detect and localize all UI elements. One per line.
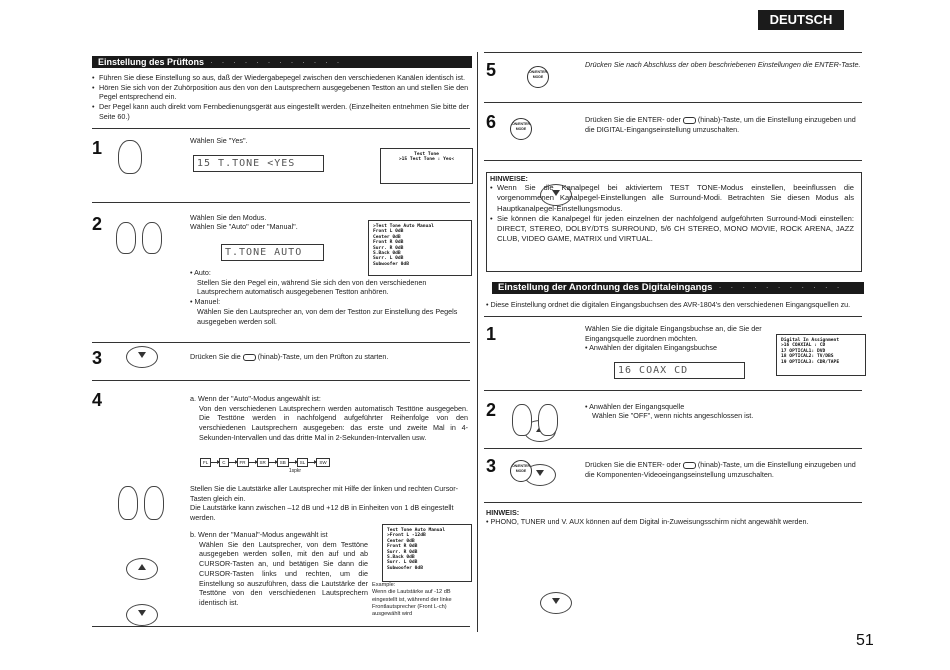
note-item: • Wenn Sie die Kanalpegel bei aktiviertem TEST TONE-Modus einstellen, beeinflussen die vorgenommenen Kanalpegel-Einstellungen alle Surround-Modi. Betrachten Sie diesen Modus als Hauptkanalpegel-Einstellungsmodus. — [490, 183, 854, 214]
divider — [484, 390, 862, 391]
step4a-block — [190, 394, 468, 443]
osd-line: >15 Test Tone : Yes< — [398, 157, 455, 163]
step-number: 3 — [486, 456, 497, 476]
hand-knob-icon — [512, 404, 532, 436]
speaker-sequence — [200, 458, 390, 475]
step-text: Wählen Sie den Modus. — [190, 213, 267, 222]
divider — [92, 380, 470, 381]
speaker-box: FR — [237, 458, 249, 467]
osd-title: Digital In Assignment — [781, 338, 840, 343]
notes-title: HINWEISE: — [490, 174, 528, 183]
osd-line: >Front L -12dB — [387, 533, 426, 539]
osd-line: Subwoofer 0dB — [373, 261, 409, 267]
step4b-block — [190, 530, 368, 608]
note-item: • Sie können die Kanalpegel für jeden einzelnen der nachfolgend aufgeführten Surround-Modi einstellen: DIRECT, STEREO, DOLBY/DTS SURROUND, 5/6 CH STEREO, MONO MOVIE, ROCK ARENA, JAZZ CLUB, VIDEO GAME, MATRIX und VIRTUAL. — [490, 214, 854, 245]
lcd-display: T.TONE AUTO — [221, 244, 324, 261]
bullet-manual: • Manuel: — [190, 297, 221, 307]
osd-line: Surr. L 0dB — [373, 256, 404, 262]
language-tab: DEUTSCH — [758, 10, 844, 30]
step-number: 1 — [92, 138, 103, 158]
step-text: Wählen Sie die digitale Eingangsbuchse an, die Sie der Eingangsquelle zuordnen möchten. — [585, 324, 762, 343]
step-number: 1 — [486, 324, 497, 344]
enter-button-icon: ON/ENTER MODE — [510, 460, 532, 482]
hand-knob-icon — [142, 222, 162, 254]
section-title-digital-input: Einstellung der Anordnung des Digitaleingangs · · · · · · · · · · · — [492, 282, 864, 294]
cursor-up-icon — [126, 558, 158, 580]
osd-line: >16 COAXIAL : CD — [781, 343, 826, 349]
intro-bullet: • Der Pegel kann auch direkt vom Fernbedienungsgerät aus eingestellt werden. (Einzelheiten entnehmen Sie bitte der Seite 60.) — [92, 102, 470, 121]
divider — [484, 102, 862, 103]
divider — [484, 448, 862, 449]
step-bullet: • Anwählen der Eingangsquelle — [585, 402, 685, 411]
section-title-test-tone: Einstellung des Prüftons · · · · · · · · · · · · — [92, 56, 472, 68]
page-number: 51 — [856, 632, 874, 649]
example-caption — [372, 582, 472, 618]
step4b-label: b. Wenn der "Manual"-Modus angewählt ist — [190, 530, 328, 539]
osd-line: S.Back 0dB — [373, 251, 401, 257]
notes-list — [490, 183, 854, 245]
speaker-box: SW — [316, 458, 329, 467]
osd-line: >Test Tone Auto Manual — [373, 224, 434, 229]
osd-line: Center 0dB — [387, 538, 415, 544]
osd-screen — [776, 334, 866, 376]
step4a-label: a. Wenn der "Auto"-Modus angewählt ist: — [190, 394, 321, 403]
section-intro: • Diese Einstellung ordnet die digitalen Eingangsbuchsen des AVR-1804's den verschiedenen Eingangsquellen zu. — [486, 300, 851, 309]
example-text: Wenn die Lautstärke auf -12 dB eingestellt ist, während der linke Frontlautsprecher (Front L-ch) ausgewählt wird — [372, 589, 452, 618]
hand-knob-icon — [144, 486, 164, 520]
step-number: 4 — [92, 390, 103, 410]
step-number: 3 — [92, 348, 103, 368]
step-text: Wählen Sie "Yes". — [190, 136, 248, 145]
speaker-box: SL — [297, 458, 309, 467]
step-text: Drücken Sie die (hinab)-Taste, um den Prüfton zu starten. — [190, 352, 389, 361]
divider — [92, 128, 470, 129]
osd-title: Test Tone — [414, 152, 439, 157]
divider — [92, 202, 470, 203]
step-text: Drücken Sie die ENTER- oder (hinab)-Taste, um die Einstellung einzugeben und die DIGITAL-Eingangseinstellung umzuschalten. — [585, 115, 856, 134]
down-button-icon — [243, 354, 256, 361]
cursor-down-icon — [540, 592, 572, 614]
intro-bullet: • Führen Sie diese Einstellung so aus, daß der Wiedergabepegel zwischen den verschiedenen Kanälen identisch ist. — [92, 73, 470, 83]
step-number: 2 — [92, 214, 103, 234]
osd-line: Front L 0dB — [373, 229, 404, 235]
hand-knob-icon — [118, 486, 138, 520]
lcd-display: 16 COAX CD — [614, 362, 745, 379]
osd-line: Test Tone Auto Manual — [387, 528, 446, 533]
osd-line: Subwoofer 0dB — [387, 565, 423, 571]
divider — [484, 160, 862, 161]
hand-knob-icon — [118, 140, 142, 174]
step-number: 2 — [486, 400, 497, 420]
divider — [484, 52, 862, 53]
range-text: Die Lautstärke kann zwischen –12 dB und +12 dB in Einheiten von 1 dB eingestellt werden. — [190, 503, 454, 523]
step-text: Wählen Sie "Auto" oder "Manual". — [190, 222, 298, 231]
step-text: Drücken Sie nach Abschluss der oben beschriebenen Einstellungen die ENTER-Taste. — [585, 60, 861, 69]
step-bullet: • Anwählen der digitalen Eingangsbuchse — [585, 343, 717, 352]
down-button-icon — [683, 462, 696, 469]
osd-line: 17 OPTICAL1: DVD — [781, 348, 826, 354]
osd-line: 19 OPTICAL3: CDR/TAPE — [781, 359, 840, 365]
cursor-down-icon — [126, 346, 158, 368]
divider — [92, 626, 470, 627]
example-label: Example: — [372, 582, 396, 588]
column-divider — [477, 52, 478, 632]
osd-screen — [382, 524, 472, 582]
step-text: Wählen Sie "OFF", wenn nichts angeschlossen ist. — [592, 411, 754, 420]
hand-knob-icon — [116, 222, 136, 254]
osd-line: S.Back 0dB — [387, 555, 415, 561]
step-text: Drücken Sie die ENTER- oder (hinab)-Taste, um die Einstellung einzugeben und die Komponenten-Videoeingangseinstellung umzuschalten. — [585, 460, 856, 479]
enter-button-icon: ON/ENTER MODE — [510, 118, 532, 140]
step4-adjust — [190, 484, 468, 523]
step-number: 5 — [486, 60, 497, 80]
cursor-down-icon — [126, 604, 158, 626]
speaker-caption: 1spkr — [288, 468, 302, 474]
down-button-icon — [683, 117, 696, 124]
speaker-box: SR — [257, 458, 269, 467]
auto-text: Stellen Sie den Pegel ein, während Sie sich den von den verschiedenen Lautsprechern automatisch ausgegebenen Testton anhören. — [197, 277, 427, 297]
intro-bullet: • Hören Sie sich von der Zuhörposition aus den von den Lautsprechern ausgegebenen Testton an und stellen Sie den Pegel entsprechend ein. — [92, 83, 470, 102]
osd-line: 18 OPTICAL2: TV/DBS — [781, 354, 834, 360]
osd-screen — [380, 148, 473, 184]
lcd-display: 15 T.TONE <YES — [193, 155, 324, 172]
osd-line: Front R 0dB — [373, 240, 404, 246]
adjust-text: Stellen Sie die Lautstärke aller Lautsprecher mit Hilfe der linken und rechten Cursor-Tasten gleich ein. — [190, 484, 459, 503]
osd-line: Surr. L 0dB — [387, 560, 418, 566]
speaker-box: C — [219, 458, 228, 467]
step4b-text: Wählen Sie den Lautsprecher, von dem Testtöne ausgegeben werden sollen, mit den auf und ab CURSOR-Tasten an, und betätigen Sie dann die CURSOR-Tasten links und rechten, um die Einstellung so auszuführen, dass die Lautstärke der Testtöne von den verschiedenen Lautsprechern identisch ist. — [199, 539, 368, 608]
step-number: 6 — [486, 112, 497, 132]
osd-line: Surr. R 0dB — [373, 245, 404, 251]
hinweis-title: HINWEIS: — [486, 508, 520, 517]
mode-descriptions — [190, 268, 470, 326]
osd-line: Surr. R 0dB — [387, 549, 418, 555]
intro-bullets — [92, 73, 470, 122]
divider — [92, 342, 470, 343]
osd-line: Center 0dB — [373, 234, 401, 240]
enter-button-icon: ON/ENTER MODE — [527, 66, 549, 88]
manual-text: Wählen Sie den Lautsprecher an, von dem der Testton zur Einstellung des Pegels ausgegeben werden soll. — [197, 306, 458, 326]
speaker-box: FL — [200, 458, 211, 467]
speaker-box: SB — [277, 458, 289, 467]
divider — [484, 316, 862, 317]
osd-line: Front R 0dB — [387, 544, 418, 550]
hand-knob-icon — [538, 404, 558, 436]
bullet-auto: • Auto: — [190, 268, 211, 277]
step4a-text: Von den verschiedenen Lautsprechern werden automatisch Testtöne ausgegeben. Die Testtöne werden in nachfolgend aufgeführter Reihenfolge von den verschiedenen Lautsprechern ausgegeben: das erste und zweite Mal in 4-Sekunden-Intervallen und das dritte Mal in 2-Sekunden-Intervallen usw. — [199, 403, 468, 442]
hinweis-text: • PHONO, TUNER und V. AUX können auf dem Digital in-Zuweisungsschirm nicht angewählt werden. — [486, 517, 809, 526]
divider — [484, 502, 862, 503]
